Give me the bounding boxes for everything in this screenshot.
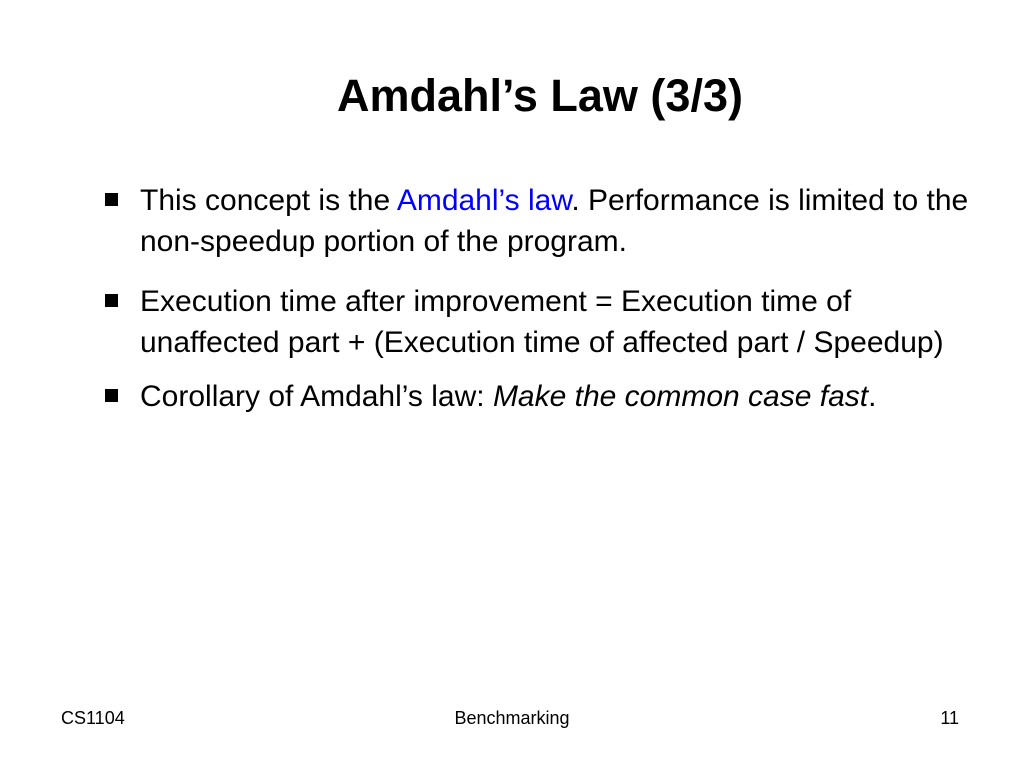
- bullet-item-amdahl-concept: [101, 180, 971, 262]
- footer-page-number: 11: [940, 708, 959, 728]
- amdahls-law-link[interactable]: Amdahl’s law: [396, 184, 572, 217]
- bullet-item-corollary: [101, 376, 971, 417]
- bullet-text-before-link: This concept is the: [140, 184, 397, 217]
- footer-topic: Benchmarking: [454, 708, 570, 728]
- bullet-list: [101, 180, 971, 417]
- bullet-text-after-link: . Performance is limited to the non-speedup portion of the program.: [140, 184, 969, 258]
- footer-course-code: CS1104: [61, 708, 125, 728]
- square-bullet-icon: [105, 193, 118, 206]
- bullet-text-execution-time: Execution time after improvement = Execution time of unaffected part + (Execution time of affected part / Speedup): [140, 285, 944, 359]
- bullet-text-tail: .: [868, 380, 877, 413]
- square-bullet-icon: [105, 294, 118, 307]
- bullet-text-emphasis: Make the common case fast: [492, 380, 869, 413]
- bullet-item-execution-time: [101, 281, 971, 363]
- slide-title: Amdahl’s Law (3/3): [337, 70, 743, 121]
- square-bullet-icon: [105, 389, 118, 402]
- bullet-text-corollary: Corollary of Amdahl’s law:: [140, 380, 493, 413]
